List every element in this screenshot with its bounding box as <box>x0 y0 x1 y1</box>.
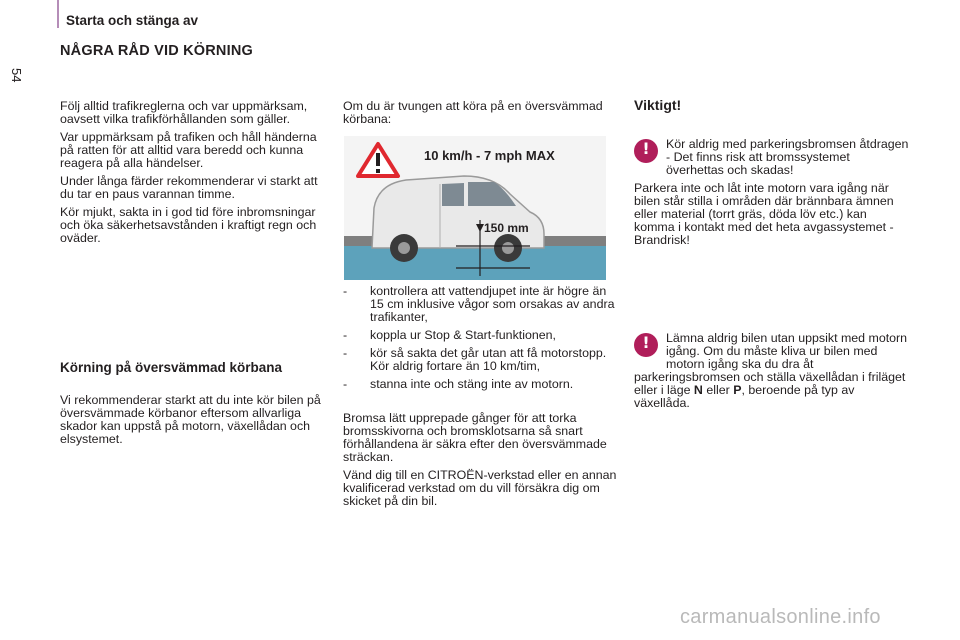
watermark: carmanualsonline.info <box>680 606 881 628</box>
main-heading: NÅGRA RÅD VID KÖRNING <box>60 43 253 59</box>
warning-text: eller <box>702 383 734 397</box>
paragraph: Kör aldrig med parkeringsbromsen åtdragen - Det finns risk att bromssystemet överhettas och skadas! <box>666 137 909 177</box>
exclamation-icon: ! <box>634 333 658 357</box>
paragraph <box>634 332 910 410</box>
page-number: 54 <box>9 68 24 83</box>
paragraph: Under långa färder rekommenderar vi starkt att du tar en paus varannan timme. <box>60 174 318 201</box>
gear-n: N <box>693 383 703 397</box>
speed-limit-label: 10 km/h - 7 mph MAX <box>424 148 555 163</box>
section-marker-bar <box>57 0 59 28</box>
list-item-text: koppla ur Stop & Start-funktionen, <box>370 328 556 342</box>
flooded-road-illustration <box>344 136 606 280</box>
warning-text: Lämna aldrig bilen utan uppsikt med motorn igång. Om du måste kliva ur bilen med motorn igång ska du dra åt parkeringsbromsen och ställa växellådan i friläget eller i läge <box>634 331 908 397</box>
warning-block-unattended <box>634 332 910 415</box>
van-in-water-image <box>344 136 606 280</box>
paragraph: Bromsa lätt upprepade gånger för att torka bromsskivorna och bromsklotsarna så snart förhållandena är säkra efter den översvämmade sträckan. <box>343 411 607 464</box>
flooded-road-heading: Körning på översvämmad körbana <box>60 360 283 375</box>
list-item <box>343 285 617 324</box>
paragraph: Följ alltid trafikreglerna och var uppmärksam, oavsett vilka trafikförhållanden som gäller. <box>60 99 308 126</box>
flooded-driving-steps <box>343 285 617 396</box>
warning-text: , beroende på typ av växellåda. <box>634 383 855 410</box>
paragraph: Var uppmärksam på trafiken och håll händerna på ratten för att alltid vara beredd och kunna reagera på alla händelser. <box>60 130 317 170</box>
paragraph: Vi rekommenderar starkt att du inte kör bilen på översvämmade körbanor eftersom allvarliga skador kan uppstå på motorn, växellådan och elsystemet. <box>60 393 321 446</box>
list-item <box>343 329 617 342</box>
bullet-dash: - <box>343 377 348 391</box>
intro-column <box>60 100 326 250</box>
warning-block-parking-brake <box>634 138 910 252</box>
list-item-text: stanna inte och stäng inte av motorn. <box>370 377 574 391</box>
bullet-dash: - <box>343 346 348 360</box>
bullet-dash: - <box>343 328 348 342</box>
paragraph: Parkera inte och låt inte motorn vara igång när bilen står stilla i områden där brännbara ämnen eller material (torrt gräs, döda löv etc.) kan komma i kontakt med det heta avgassystemet - Brandrisk! <box>634 181 894 247</box>
section-title: Starta och stänga av <box>66 13 199 28</box>
exclamation-icon: ! <box>634 139 658 163</box>
paragraph: Om du är tvungen att köra på en översvämmad körbana: <box>343 99 603 126</box>
list-item-text: kör så sakta det går utan att få motorstopp. Kör aldrig fortare än 10 km/tim, <box>370 346 607 373</box>
after-flood-text <box>343 412 617 513</box>
list-item <box>343 378 617 391</box>
bullet-dash: - <box>343 284 348 298</box>
paragraph: Vänd dig till en CITROËN-verkstad eller en annan kvalificerad verkstad om du vill försäkra dig om skicket på din bil. <box>343 468 617 508</box>
gear-p: P <box>733 383 742 397</box>
paragraph: Kör mjukt, sakta in i god tid före inbromsningar och öka säkerhetsavstånden i kraftigt regn och oväder. <box>60 205 317 245</box>
depth-label: 150 mm <box>484 221 529 235</box>
flooded-road-text <box>60 394 326 446</box>
important-heading: Viktigt! <box>634 97 682 113</box>
water <box>344 246 606 280</box>
list-item <box>343 347 617 373</box>
flooded-intro <box>343 100 617 131</box>
list-item-text: kontrollera att vattendjupet inte är högre än 15 cm inklusive vågor som orsakas av andra trafikanter, <box>370 284 615 324</box>
